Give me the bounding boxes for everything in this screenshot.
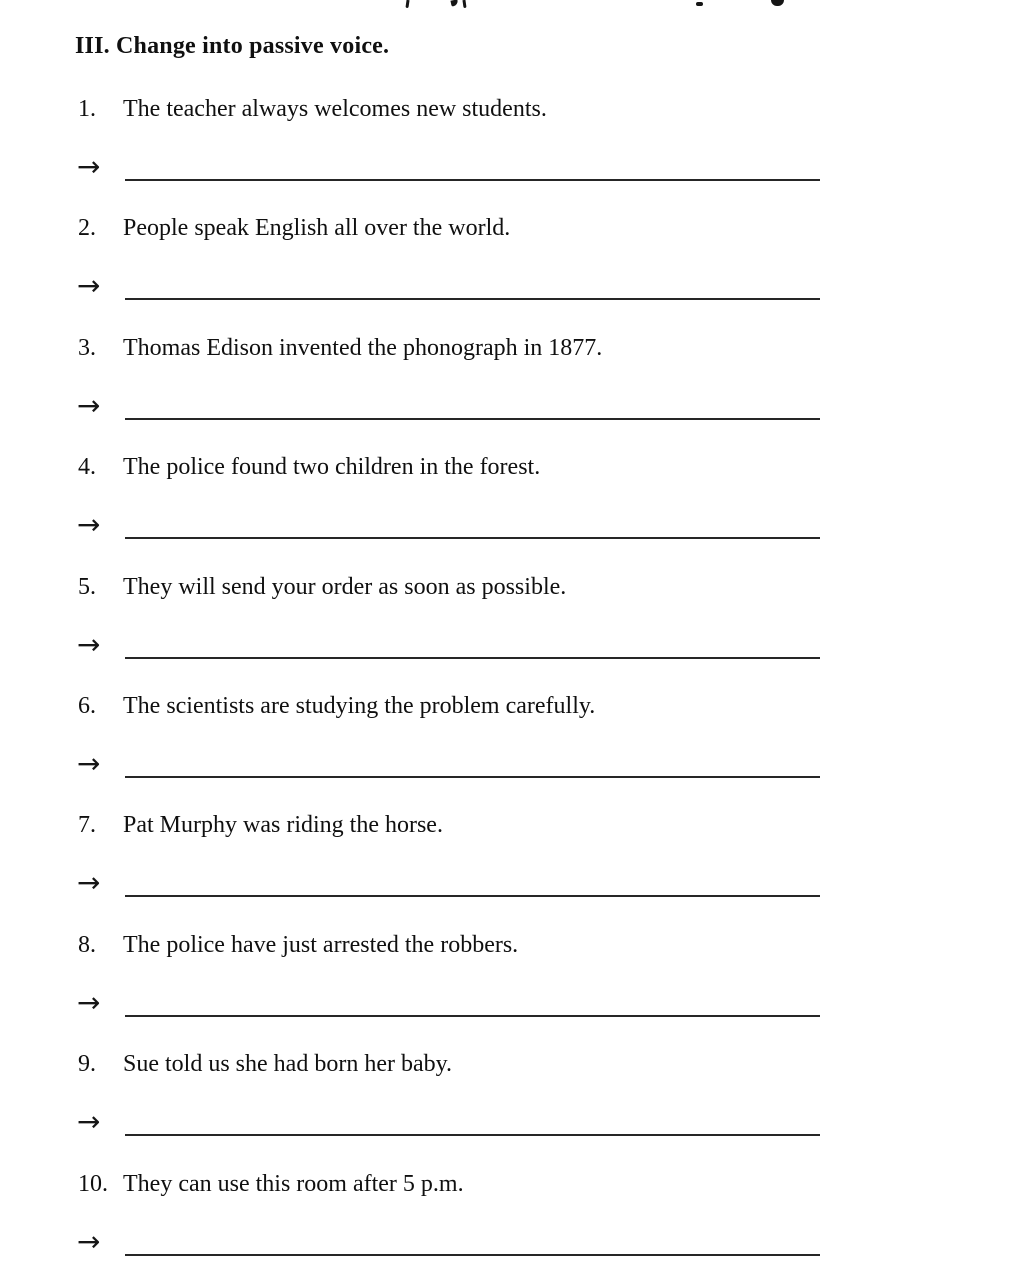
item-number: 8. [78,931,96,958]
answer-blank [125,868,820,897]
exercise-item-4 [0,446,1024,565]
exercise-item-5 [0,566,1024,685]
exercise-item-2 [0,207,1024,326]
arrow-icon: → [77,1105,101,1139]
answer-row [0,985,1024,1022]
answer-blank [125,271,820,300]
arrow-icon: → [77,1224,101,1258]
item-number: 2. [78,215,96,242]
item-number: 4. [78,454,96,481]
item-number: 7. [78,812,96,839]
exercise-item-6 [0,685,1024,804]
item-sentence: They can use this room after 5 p.m. [123,1170,464,1197]
answer-row [0,746,1024,783]
arrow-icon: → [77,746,101,780]
answer-row [0,152,1024,186]
item-number: 1. [78,96,96,122]
answer-blank [125,749,820,778]
item-sentence: People speak English all over the world. [123,215,511,242]
item-number: 6. [78,692,96,719]
arrow-icon: → [77,150,101,183]
cropped-text-fragment [696,2,703,6]
item-number: 10. [78,1170,108,1197]
cropped-text-fragment [771,0,784,6]
arrow-icon: → [77,269,101,303]
cropped-text-fragment [462,0,466,8]
exercise-item-7 [0,804,1024,923]
exercise-item-10 [0,1163,1024,1280]
arrow-icon: → [77,388,101,422]
answer-blank [125,510,820,539]
exercise-item-9 [0,1043,1024,1162]
answer-row [0,388,1024,425]
answer-row [0,627,1024,664]
answer-blank [125,1107,820,1136]
exercise-list [0,88,1024,1280]
item-sentence: Thomas Edison invented the phonograph in 1877. [123,334,603,361]
answer-blank [125,988,820,1017]
item-sentence: Pat Murphy was riding the horse. [123,812,443,839]
arrow-icon: → [77,508,101,542]
answer-blank [125,1227,820,1256]
answer-row [0,1107,1024,1141]
answer-blank [125,391,820,420]
answer-blank [125,152,820,181]
item-sentence: The police found two children in the forest. [123,454,541,481]
arrow-icon: → [77,985,101,1019]
arrow-icon: → [77,866,101,900]
arrow-icon: → [77,627,101,661]
answer-row [0,271,1024,305]
item-sentence: They will send your order as soon as possible. [123,573,567,600]
answer-row [0,1224,1024,1261]
item-number: 5. [78,573,96,600]
item-sentence: The teacher always welcomes new students. [123,96,547,122]
answer-row [0,510,1024,544]
item-sentence: The police have just arrested the robbers. [123,931,519,958]
item-number: 3. [78,334,96,361]
exercise-item-1 [0,88,1024,207]
item-sentence: The scientists are studying the problem carefully. [123,692,596,719]
answer-blank [125,630,820,659]
cropped-text-fragment [450,0,458,7]
exercise-item-8 [0,924,1024,1043]
item-sentence: Sue told us she had born her baby. [123,1051,453,1078]
section-heading: III. Change into passive voice. [75,33,390,59]
answer-row [0,868,1024,902]
exercise-item-3 [0,327,1024,446]
cropped-text-fragment [405,0,409,8]
item-number: 9. [78,1051,96,1078]
